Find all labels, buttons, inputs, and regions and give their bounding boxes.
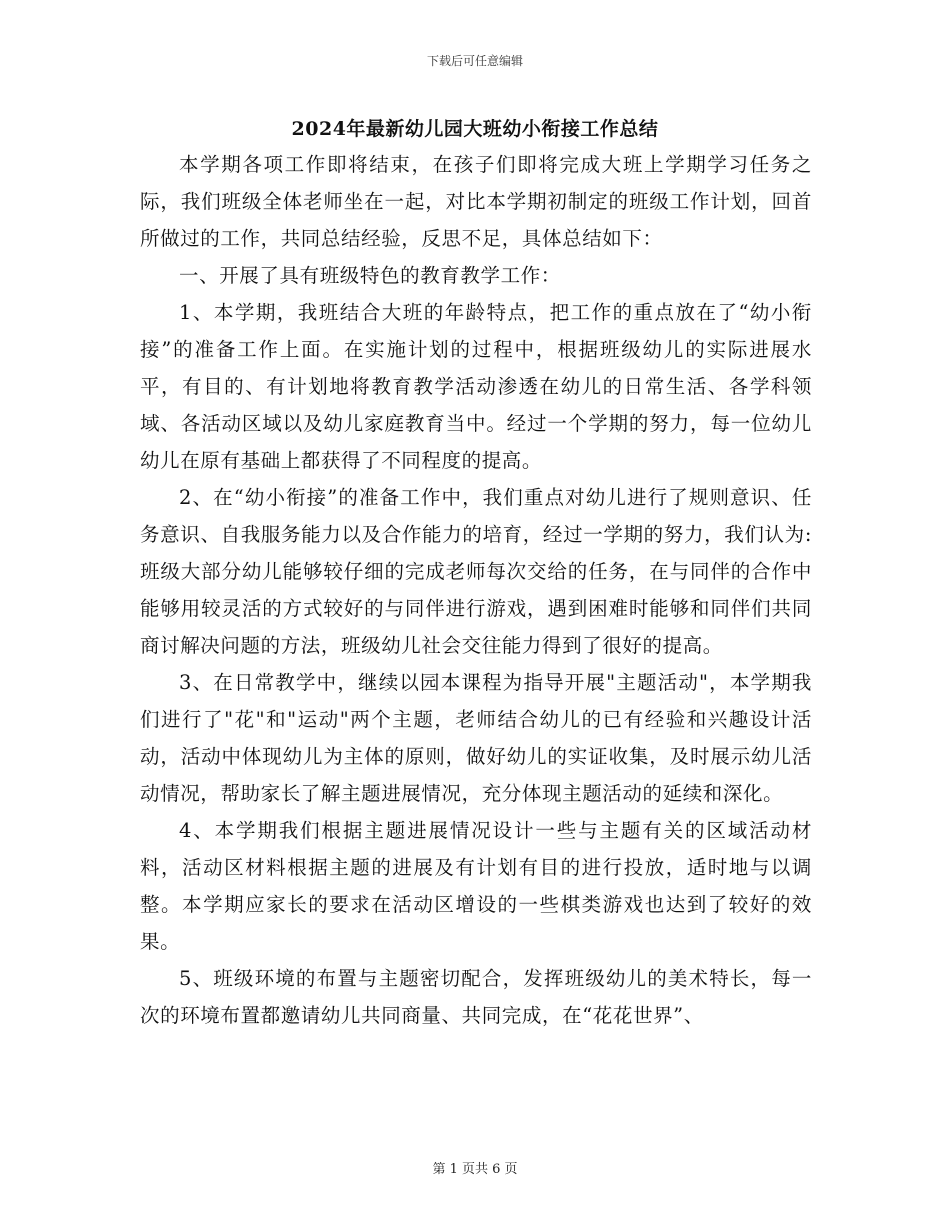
paragraph-item-4: 4、本学期我们根据主题进展情况设计一些与主题有关的区域活动材料，活动区材料根据主题的进展及有计划有目的进行投放，适时地与以调整。本学期应家长的要求在活动区增设的一些棋类游戏也达到了较好的效果。 xyxy=(140,819,812,953)
page-header-note: 下载后可任意编辑 xyxy=(426,54,523,68)
page-number: 第 1 页共 6 页 xyxy=(432,1162,518,1177)
section-heading-1: 一、开展了具有班级特色的教育教学工作： xyxy=(179,264,561,287)
paragraph-item-1: 1、本学期，我班结合大班的年龄特点，把工作的重点放在了“幼小衔接”的准备工作上面。在实施计划的过程中，根据班级幼儿的实际进展水平，有目的、有计划地将教育教学活动渗透在幼儿的日常生活、各学科领域、各活动区域以及幼儿家庭教育当中。经过一个学期的努力，每一位幼儿幼儿在原有基础上都获得了不同程度的提高。 xyxy=(140,301,812,472)
document-body xyxy=(140,146,812,1034)
paragraph-item-2: 2、在“幼小衔接”的准备工作中，我们重点对幼儿进行了规则意识、任务意识、自我服务能力以及合作能力的培育，经过一学期的努力，我们认为:班级大部分幼儿能够较仔细的完成老师每次交给的任务，在与同伴的合作中能够用较灵活的方式较好的与同伴进行游戏，遇到困难时能够和同伴们共同商讨解决问题的方法，班级幼儿社会交往能力得到了很好的提高。 xyxy=(140,486,812,657)
paragraph-item-3: 3、在日常教学中，继续以园本课程为指导开展"主题活动"，本学期我们进行了"花"和"运动"两个主题，老师结合幼儿的已有经验和兴趣设计活动，活动中体现幼儿为主体的原则，做好幼儿的实证收集，及时展示幼儿活动情况，帮助家长了解主题进展情况，充分体现主题活动的延续和深化。 xyxy=(140,671,812,805)
paragraph-intro: 本学期各项工作即将结束，在孩子们即将完成大班上学期学习任务之际，我们班级全体老师坐在一起，对比本学期初制定的班级工作计划，回首所做过的工作，共同总结经验，反思不足，具体总结如下： xyxy=(140,153,812,250)
paragraph-item-5: 5、班级环境的布置与主题密切配合，发挥班级幼儿的美术特长，每一次的环境布置都邀请幼儿共同商量、共同完成，在“花花世界”、 xyxy=(140,967,812,1027)
document-title: 2024年最新幼儿园大班幼小衔接工作总结 xyxy=(291,118,659,140)
